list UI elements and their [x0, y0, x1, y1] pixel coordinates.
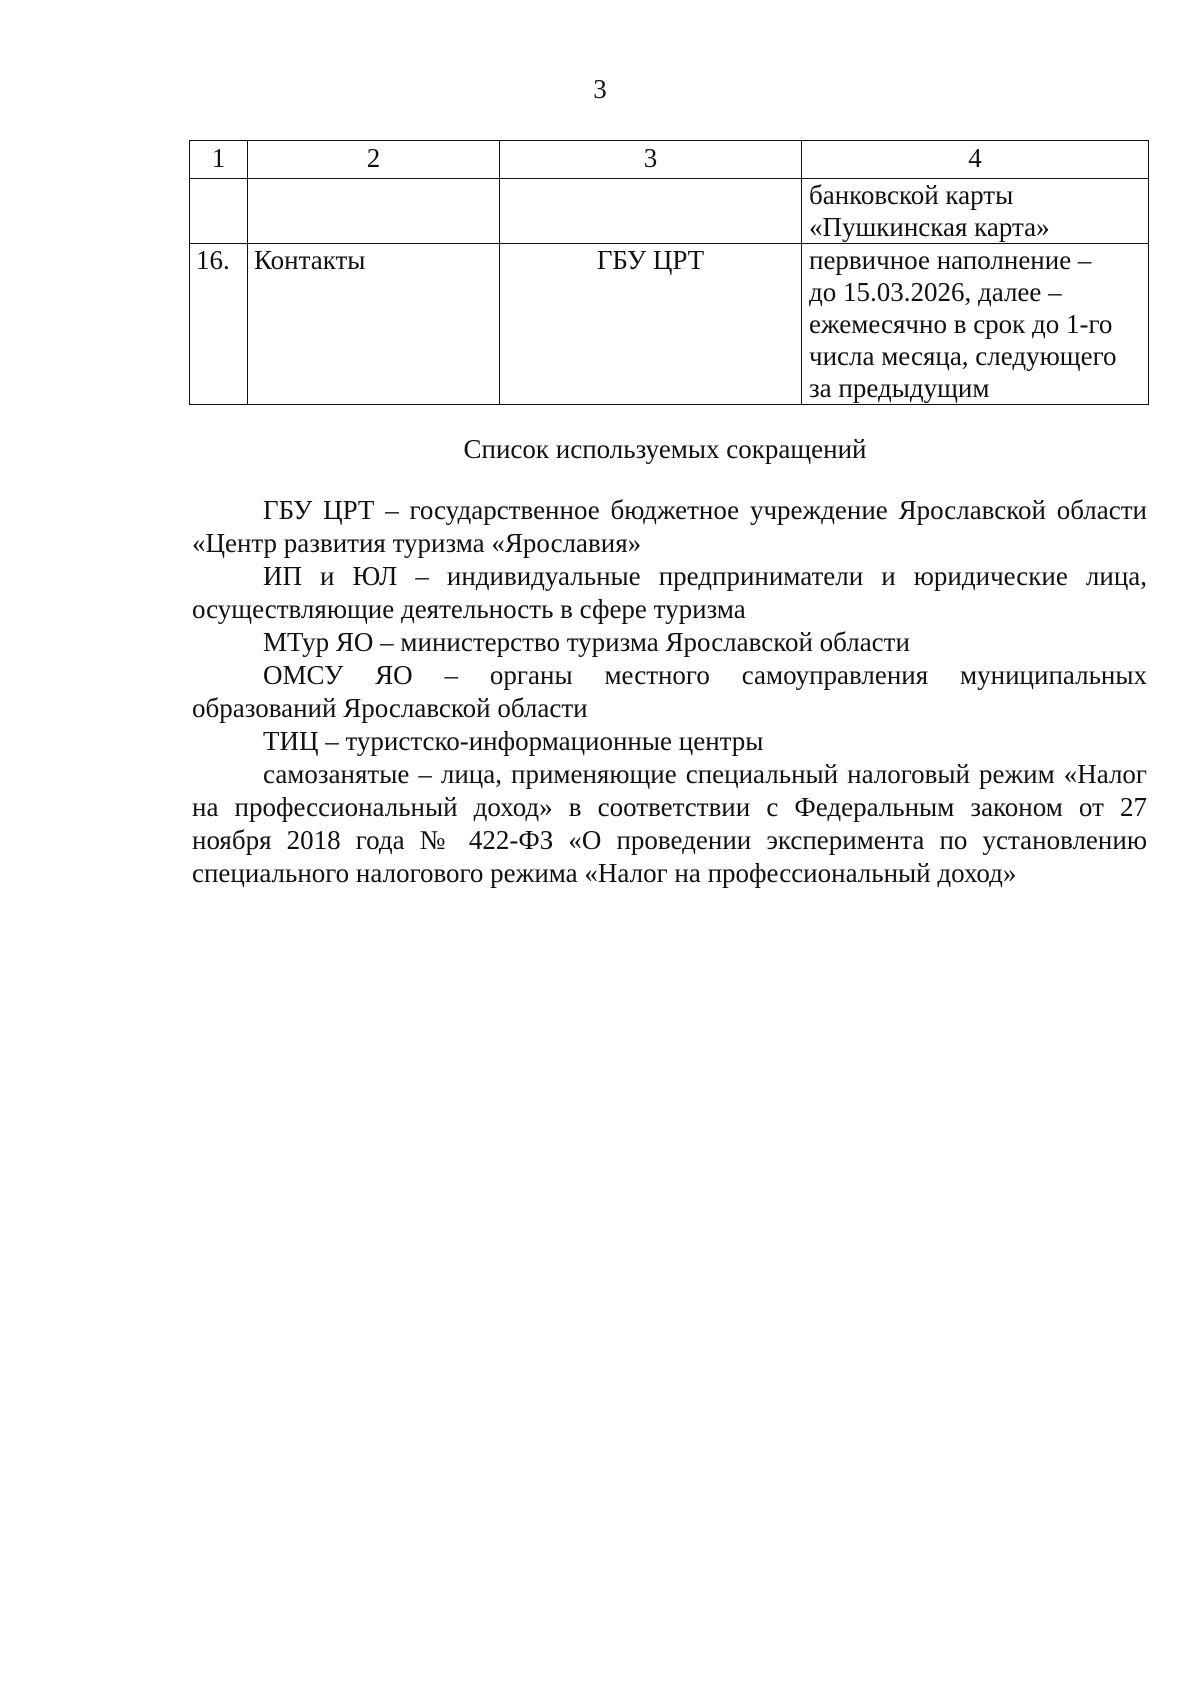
abbreviations-list: [192, 494, 1147, 890]
column-header-3: 3: [500, 141, 802, 179]
term-line: банковской карты: [809, 180, 1014, 210]
table-row: [190, 244, 1149, 405]
row-responsible-cell: [500, 179, 802, 244]
abbreviation-item: ТИЦ – туристско-информационные центры: [263, 726, 764, 756]
table-row: [190, 179, 1149, 244]
abbreviation-item: самозанятые – лица, применяющие специальный налоговый режим «Налог на профессиональный доход» в соответствии с Федеральным законом от 27 ноября 2018 года № 422-ФЗ «О проведении эксперимента по установлению специального налогового режима «Налог на профессиональный доход»: [192, 759, 1147, 888]
row-number-cell: 16.: [190, 244, 248, 405]
abbreviation-item: ОМСУ ЯО – органы местного самоуправления муниципальных образований Ярославской области: [192, 660, 1147, 723]
column-header-4: 4: [802, 141, 1149, 179]
term-line: первичное наполнение –: [809, 245, 1092, 275]
term-line: до 15.03.2026, далее –: [809, 277, 1062, 307]
row-name-cell: [248, 179, 500, 244]
term-line: за предыдущим: [809, 373, 990, 403]
abbreviation-item: ГБУ ЦРТ – государственное бюджетное учреждение Ярославской области «Центр развития туризма «Ярославия»: [192, 495, 1147, 558]
page-number: 3: [593, 74, 607, 104]
abbreviation-item: МТур ЯО – министерство туризма Ярославской области: [263, 627, 910, 657]
plan-table: [189, 140, 1149, 405]
column-header-2: 2: [248, 141, 500, 179]
column-header-1: 1: [190, 141, 248, 179]
row-term-cell: [802, 244, 1149, 405]
row-name-cell: Контакты: [248, 244, 500, 405]
term-line: числа месяца, следующего: [809, 341, 1117, 371]
abbreviation-item: ИП и ЮЛ – индивидуальные предприниматели и юридические лица, осуществляющие деятельность в сфере туризма: [192, 561, 1147, 624]
row-responsible-cell: ГБУ ЦРТ: [500, 244, 802, 405]
row-term-cell: [802, 179, 1149, 244]
term-line: «Пушкинская карта»: [809, 212, 1050, 242]
table-header-row: [190, 141, 1149, 179]
abbreviations-title: Список используемых сокращений: [463, 434, 867, 464]
term-line: ежемесячно в срок до 1-го: [809, 309, 1113, 339]
row-number-cell: [190, 179, 248, 244]
